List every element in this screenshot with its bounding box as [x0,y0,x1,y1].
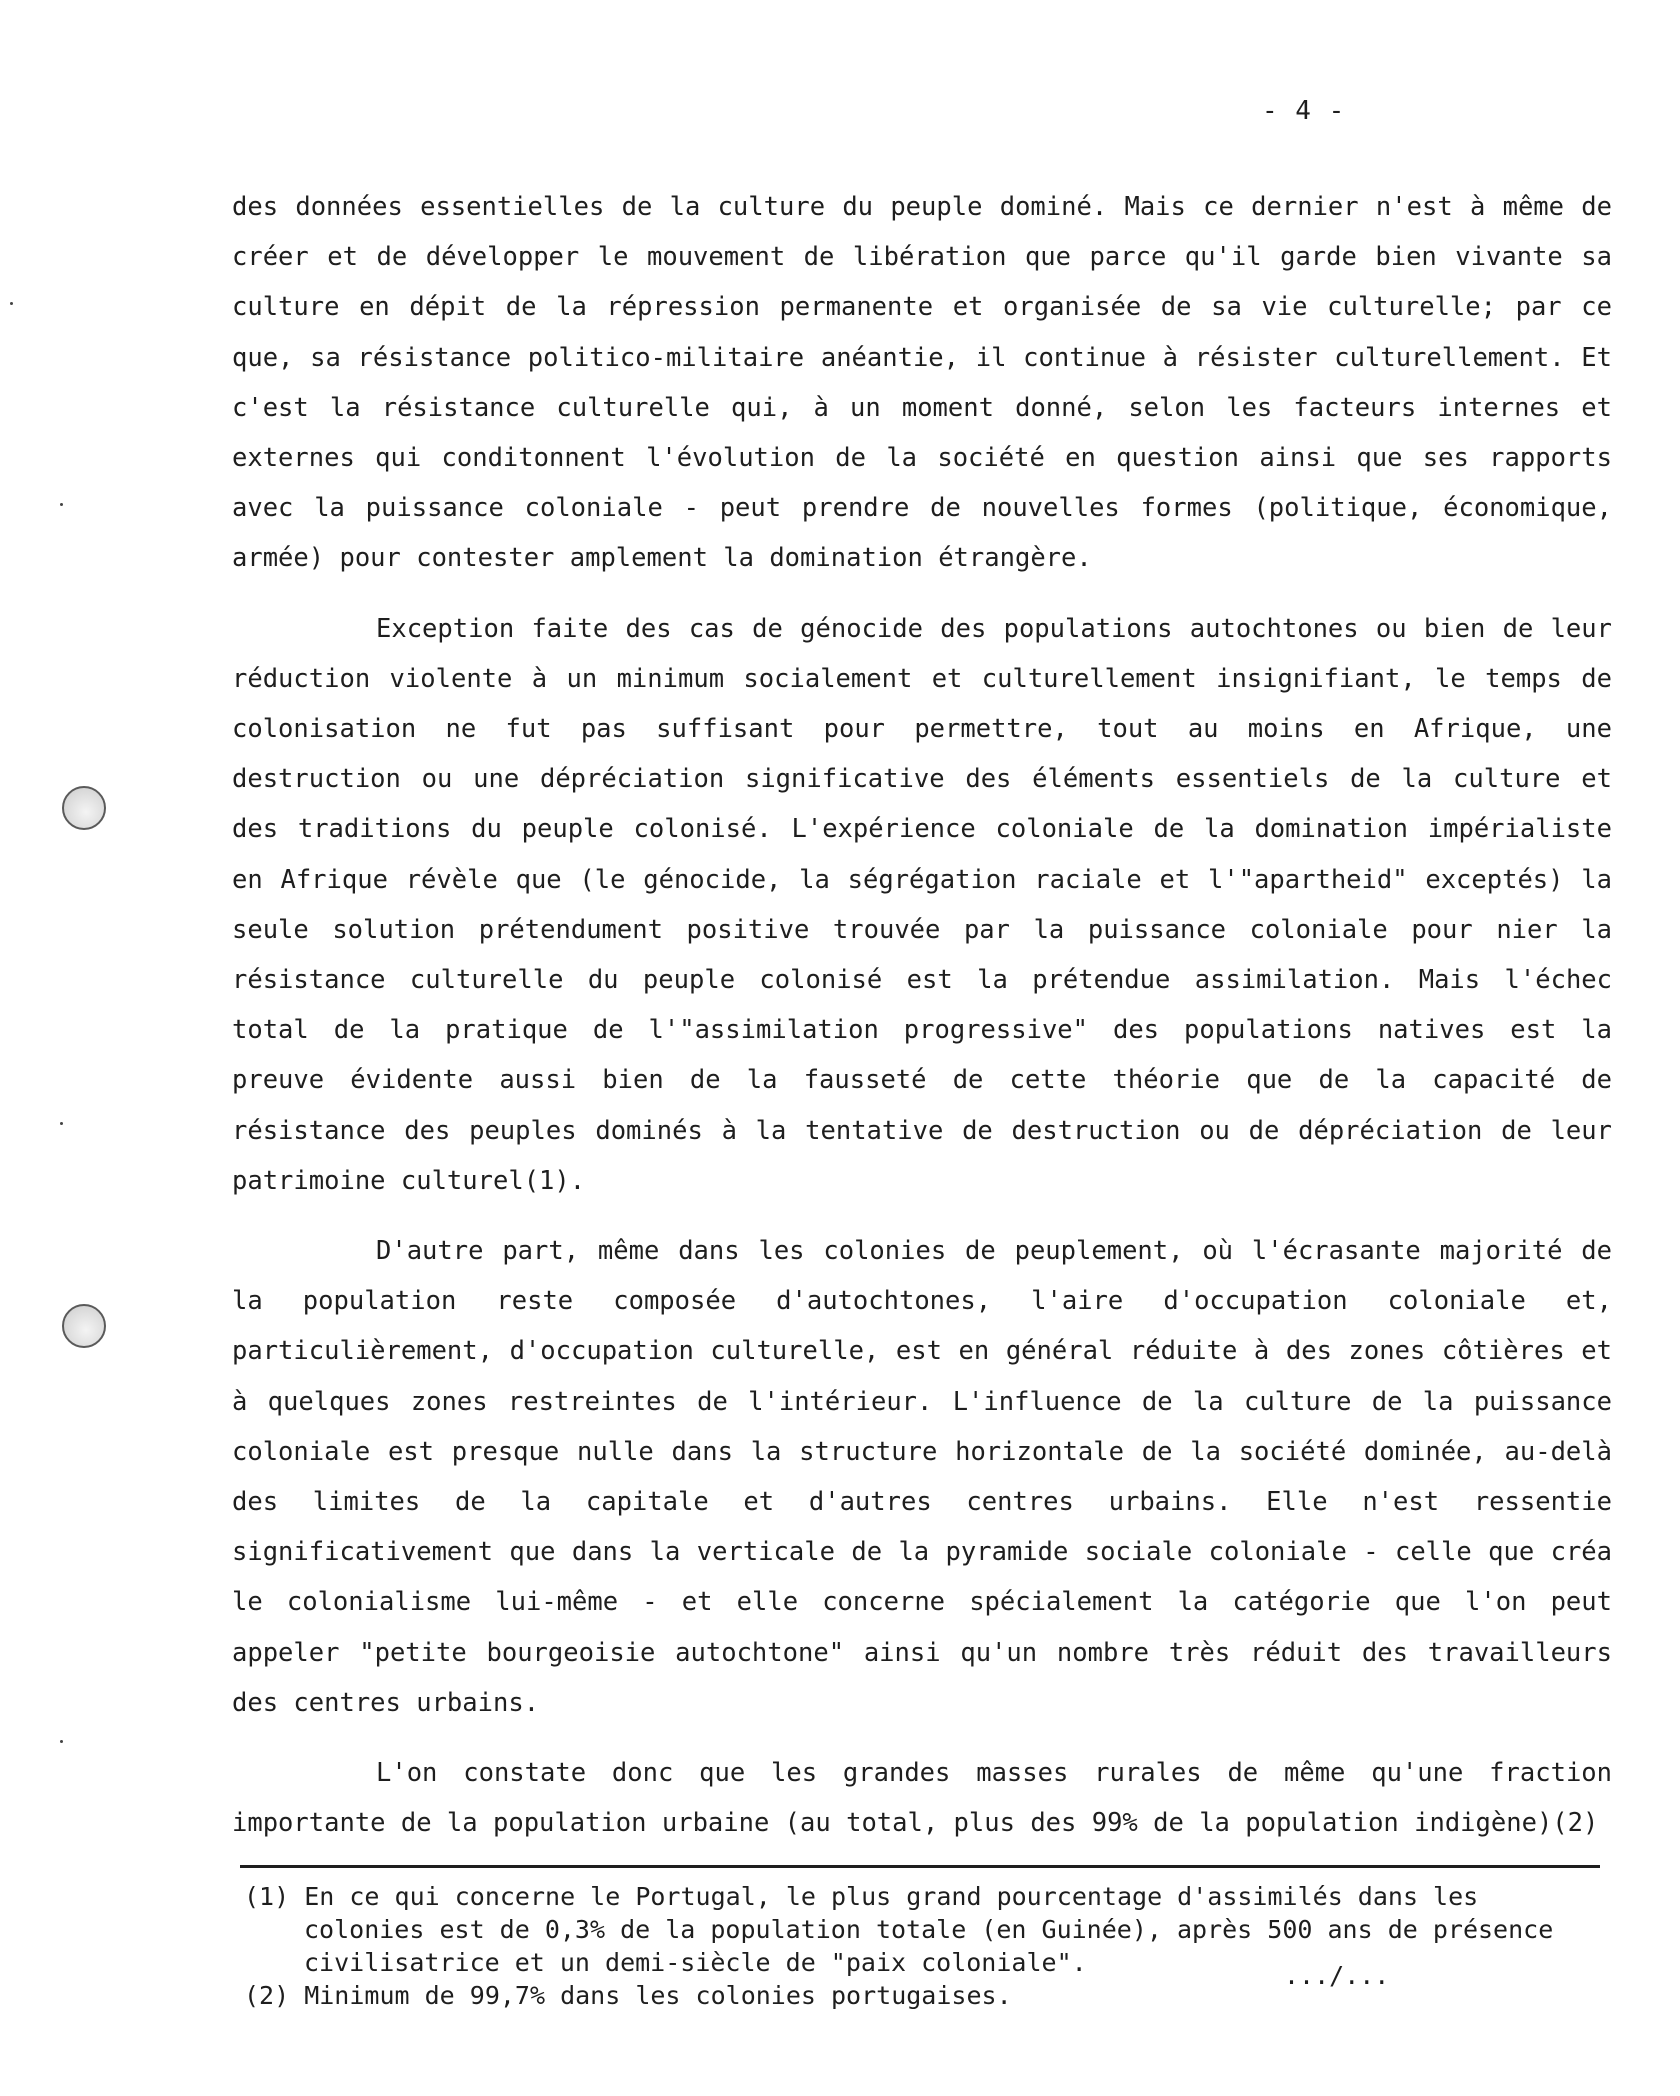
footnote-1: (1) En ce qui concerne le Portugal, le plus grand pourcentage d'assimilés dans les colonies est de 0,3% de la population totale (en Guinée), après 500 ans de présence civilisatrice et un demi-siècle de "paix coloniale". [244,1882,1554,1977]
footnote-2: (2) Minimum de 99,7% dans les colonies portugaises. [244,1981,1012,2010]
paragraph-4: L'on constate donc que les grandes masses rurales de même qu'une fraction importante de la population urbaine (au total, plus des 99% de la population indigène)(2) [232,1758,1612,1839]
page-number: - 4 - [1262,96,1346,126]
scan-speck [60,1740,63,1743]
footnote-separator [240,1865,1600,1868]
paragraph-3: D'autre part, même dans les colonies de peuplement, où l'écrasante majorité de la population reste composée d'autochtones, l'aire d'occupation coloniale et, particulièrement, d'occupation culturelle, est en général réduite à des zones côtières et à quelques zones restreintes de l'intérieur. L'influence de la culture de la puissance coloniale est presque nulle dans la structure horizontale de la société dominée, au-delà des limites de la capitale et d'autres centres urbains. Elle n'est ressentie significativement que dans la verticale de la pyramide sociale coloniale - celle que créa le colonialisme lui-même - et elle concerne spécialement la catégorie que l'on peut appeler "petite bourgeoisie autochtone" ainsi qu'un nombre très réduit des travailleurs des centres urbains. [232,1236,1612,1718]
footnotes [244,1880,1604,2012]
body-text [232,182,1612,1849]
binder-hole-bottom [62,1304,106,1348]
scan-speck [60,503,63,506]
binder-hole-top [62,786,106,830]
continued-mark: .../... [1284,1961,1390,1990]
scan-speck [60,1122,63,1125]
scan-speck [10,302,13,305]
paragraph-2: Exception faite des cas de génocide des populations autochtones ou bien de leur réduction violente à un minimum socialement et culturellement insignifiant, le temps de colonisation ne fut pas suffisant pour permettre, tout au moins en Afrique, une destruction ou une dépréciation significative des éléments essentiels de la culture et des traditions du peuple colonisé. L'expérience coloniale de la domination impérialiste en Afrique révèle que (le génocide, la ségrégation raciale et l'"apartheid" exceptés) la seule solution prétendument positive trouvée par la puissance coloniale pour nier la résistance culturelle du peuple colonisé est la prétendue assimilation. Mais l'échec total de la pratique de l'"assimilation progressive" des populations natives est la preuve évidente aussi bien de la fausseté de cette théorie que de la capacité de résistance des peuples dominés à la tentative de destruction ou de dépréciation de leur patrimoine culturel(1). [232,613,1612,1196]
paragraph-1: des données essentielles de la culture du peuple dominé. Mais ce dernier n'est à même de créer et de développer le mouvement de libération que parce qu'il garde bien vivante sa culture en dépit de la répression permanente et organisée de sa vie culturelle; par ce que, sa résistance politico-militaire anéantie, il continue à résister culturellement. Et c'est la résistance culturelle qui, à un moment donné, selon les facteurs internes et externes qui conditonnent l'évolution de la société en question ainsi que ses rapports avec la puissance coloniale - peut prendre de nouvelles formes (politique, économique, armée) pour contester amplement la domination étrangère. [232,192,1612,574]
